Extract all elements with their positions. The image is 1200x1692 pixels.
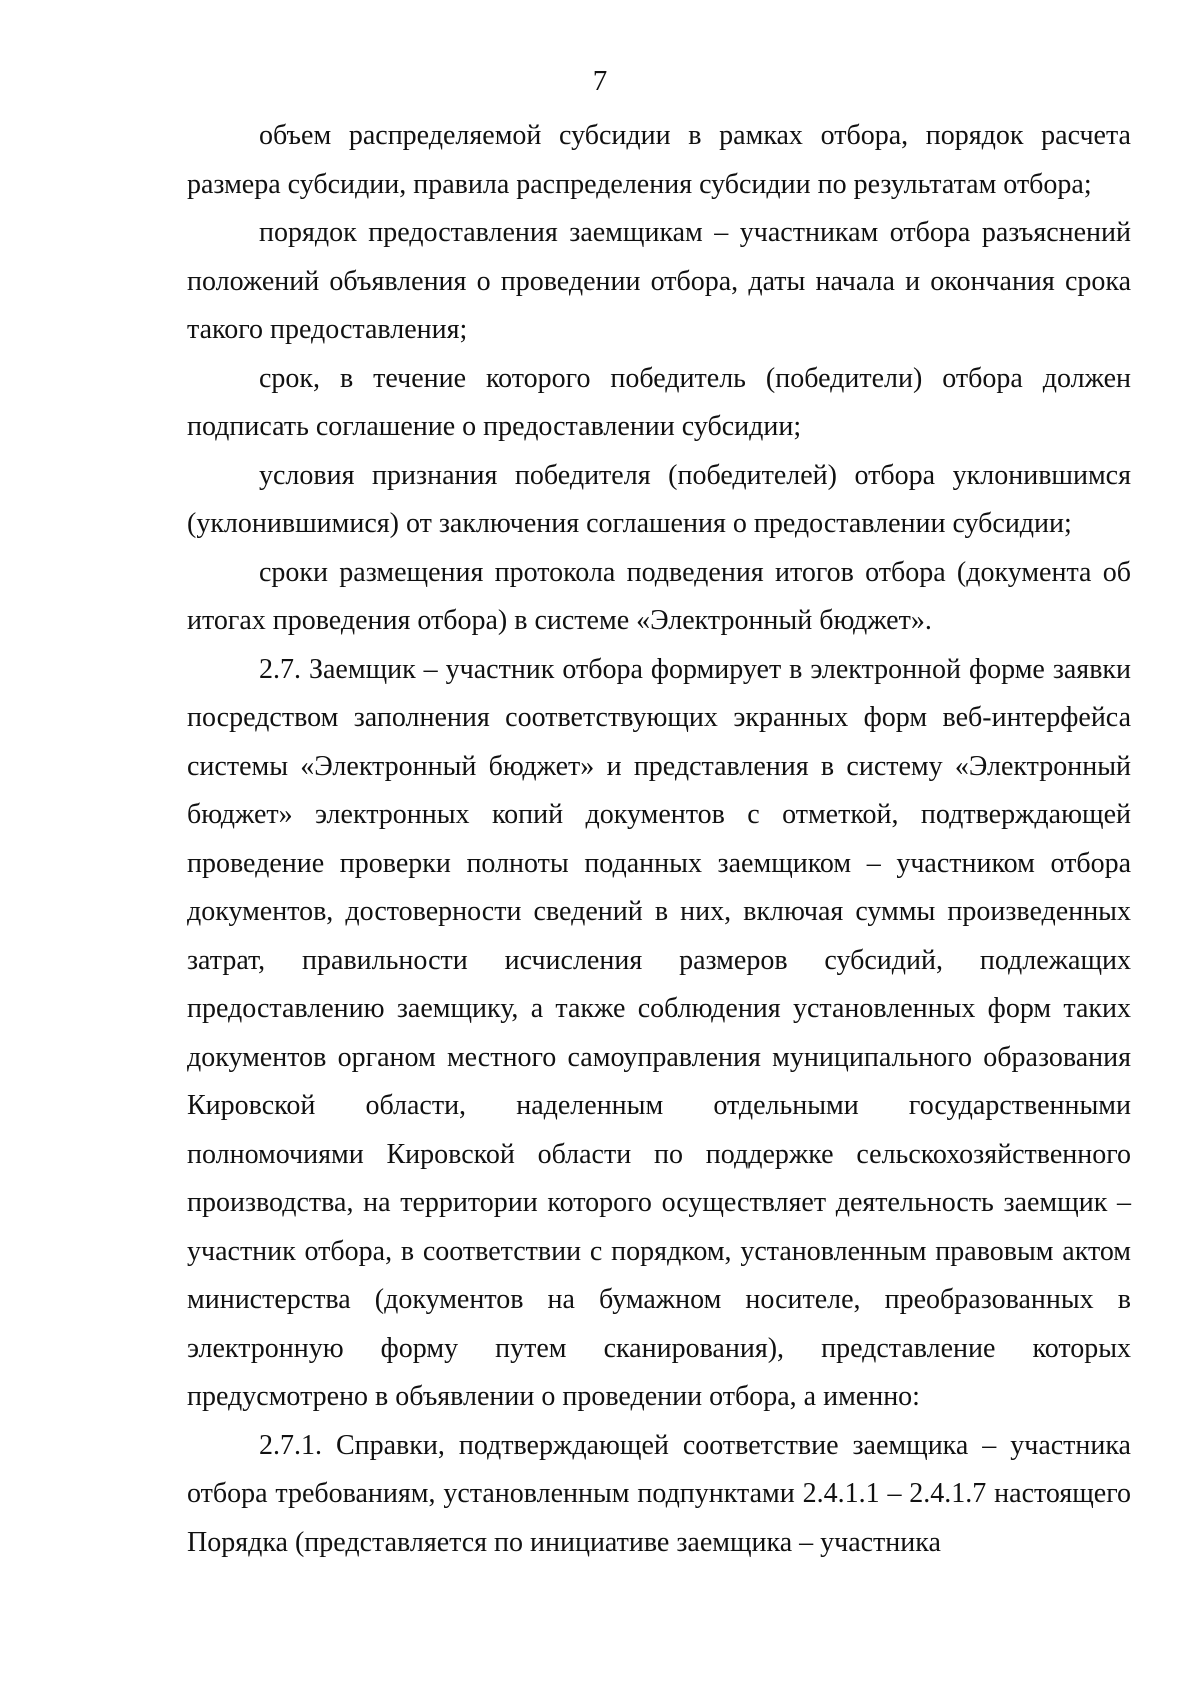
paragraph-clarifications-procedure: порядок предоставления заемщикам – участникам отбора разъяснений положений объявления о проведении отбора, даты начала и окончания срока такого предоставления; <box>187 217 1131 345</box>
paragraph-agreement-deadline: срок, в течение которого победитель (победители) отбора должен подписать соглашение о предоставлении субсидии; <box>187 362 1131 442</box>
paragraph-protocol-deadlines: сроки размещения протокола подведения итогов отбора (документа об итогах проведения отбора) в системе «Электронный бюджет». <box>187 556 1131 636</box>
paragraph-subsidy-volume: объем распределяемой субсидии в рамках отбора, порядок расчета размера субсидии, правила распределения субсидии по результатам отбора; <box>187 120 1131 200</box>
document-body <box>187 112 1131 1567</box>
page-number: 7 <box>592 65 608 97</box>
paragraph-clause-2-7-1: 2.7.1. Справки, подтверждающей соответствие заемщика – участника отбора требованиям, установленным подпунктами 2.4.1.1 – 2.4.1.7 настоящего Порядка (представляется по инициативе заемщика – участника <box>187 1429 1131 1558</box>
paragraph-clause-2-7: 2.7. Заемщик – участник отбора формирует в электронной форме заявки посредством заполнения соответствующих экранных форм веб-интерфейса системы «Электронный бюджет» и представления в систему «Электронный бюджет» электронных копий документов с отметкой, подтверждающей проведение проверки полноты поданных заемщиком – участником отбора документов, достоверности сведений в них, включая суммы произведенных затрат, правильности исчисления размеров субсидий, подлежащих предоставлению заемщику, а также соблюдения установленных форм таких документов органом местного самоуправления муниципального образования Кировской области, наделенным отдельными государственными полномочиями Кировской области по поддержке сельскохозяйственного производства, на территории которого осуществляет деятельность заемщик – участник отбора, в соответствии с порядком, установленным правовым актом министерства (документов на бумажном носителе, преобразованных в электронную форму путем сканирования), представление которых предусмотрено в объявлении о проведении отбора, а именно: <box>187 653 1131 1412</box>
paragraph-evasion-conditions: условия признания победителя (победителей) отбора уклонившимся (уклонившимися) от заключения соглашения о предоставлении субсидии; <box>187 459 1131 539</box>
